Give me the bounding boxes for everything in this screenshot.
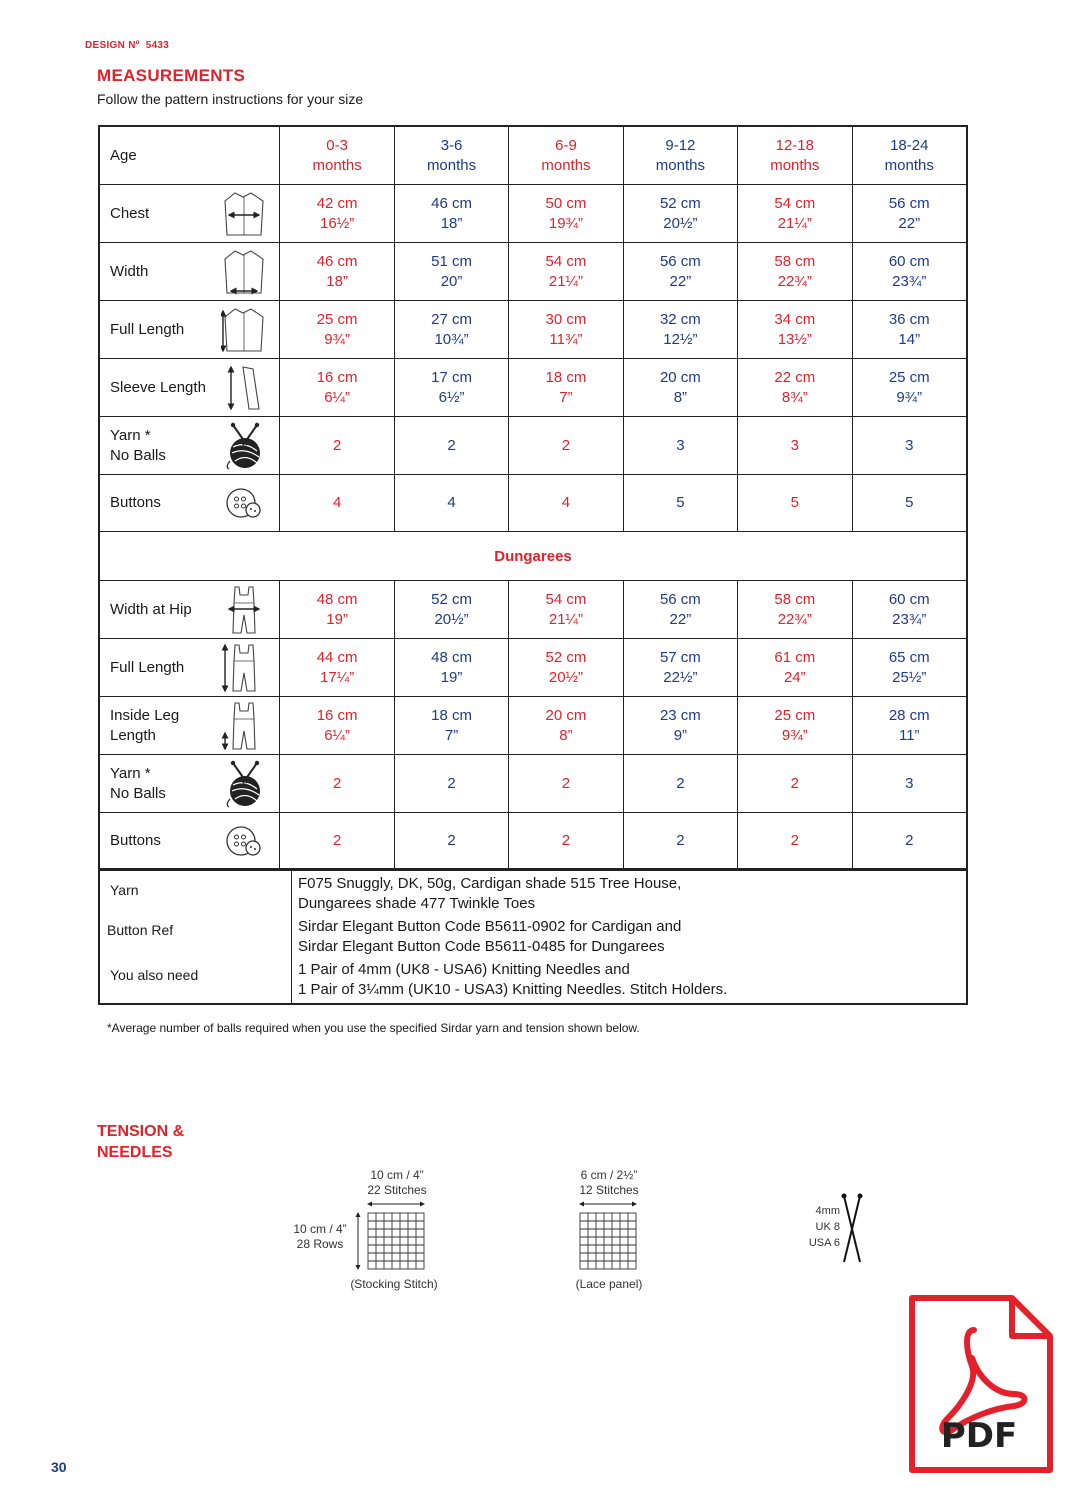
value-cell: 46 cm 18” xyxy=(280,243,394,301)
full-length-row xyxy=(99,301,967,359)
value-cell: 48 cm 19” xyxy=(394,639,508,697)
value-cell: 18 cm 7” xyxy=(509,359,623,417)
value-cell: 3 xyxy=(852,417,967,475)
value-cell: 2 xyxy=(509,813,623,871)
value-cell: 52 cm 20½” xyxy=(394,581,508,639)
button-info-value: Sirdar Elegant Button Code B5611-0902 for Cardigan and Sirdar Elegant Button Code B5611-0485 for Dungarees xyxy=(298,918,682,955)
dungarees-hip-icon xyxy=(221,585,267,635)
value-cell: 32 cm 12½” xyxy=(623,301,737,359)
dungarees-length-icon xyxy=(221,643,267,693)
value-cell: 2 xyxy=(394,755,508,813)
row-label: Buttons xyxy=(99,475,280,532)
size-header: 6-9 months xyxy=(509,126,623,185)
value-cell: 42 cm 16½” xyxy=(280,185,394,243)
chest-row xyxy=(99,185,967,243)
row-label: Chest xyxy=(99,185,280,243)
value-cell: 2 xyxy=(623,755,737,813)
value-cell: 2 xyxy=(280,417,394,475)
value-cell: 16 cm 6¼” xyxy=(280,697,394,755)
row-label: Yarn * No Balls xyxy=(99,755,280,813)
value-cell: 5 xyxy=(623,475,737,532)
value-cell: 54 cm 21¼” xyxy=(509,581,623,639)
size-header: 0-3 months xyxy=(280,126,394,185)
value-cell: 25 cm 9¾” xyxy=(738,697,852,755)
value-cell: 51 cm 20” xyxy=(394,243,508,301)
value-cell: 4 xyxy=(394,475,508,532)
row-label: Age xyxy=(99,126,280,185)
row-label: Full Length xyxy=(99,639,280,697)
value-cell: 2 xyxy=(623,813,737,871)
lace-caption: (Lace panel) xyxy=(575,1277,643,1291)
dungarees-heading: Dungarees xyxy=(99,532,967,581)
value-cell: 3 xyxy=(623,417,737,475)
value-cell: 56 cm 22” xyxy=(623,243,737,301)
row-label: Width xyxy=(99,243,280,301)
value-cell: 52 cm 20½” xyxy=(509,639,623,697)
yarn-info-label: Yarn xyxy=(99,869,292,914)
design-label: DESIGN Nº xyxy=(85,40,140,51)
value-cell: 58 cm 22¾” xyxy=(738,581,852,639)
width-row xyxy=(99,243,967,301)
value-cell: 2 xyxy=(738,813,852,871)
width-at-hip-row xyxy=(99,581,967,639)
yarn-info-value: F075 Snuggly, DK, 50g, Cardigan shade 515 Tree House, Dungarees shade 477 Twinkle Toes xyxy=(298,875,682,912)
value-cell: 5 xyxy=(738,475,852,532)
pdf-label: PDF xyxy=(940,1416,1018,1456)
value-cell: 2 xyxy=(509,755,623,813)
value-cell: 3 xyxy=(738,417,852,475)
size-header: 3-6 months xyxy=(394,126,508,185)
cardigan-yarn-row xyxy=(99,417,967,475)
measurements-table xyxy=(98,125,968,871)
row-label: Sleeve Length xyxy=(99,359,280,417)
value-cell: 2 xyxy=(394,813,508,871)
value-cell: 54 cm 21¼” xyxy=(509,243,623,301)
value-cell: 2 xyxy=(852,813,967,871)
value-cell: 20 cm 8” xyxy=(509,697,623,755)
age-row xyxy=(99,126,967,185)
value-cell: 34 cm 13½” xyxy=(738,301,852,359)
row-label: Yarn * No Balls xyxy=(99,417,280,475)
value-cell: 52 cm 20½” xyxy=(623,185,737,243)
knitting-needles-icon xyxy=(840,1192,864,1266)
value-cell: 48 cm 19” xyxy=(280,581,394,639)
yarn-ball-icon xyxy=(221,759,267,809)
inside-leg-row xyxy=(99,697,967,755)
value-cell: 25 cm 9¾” xyxy=(280,301,394,359)
dungarees-heading-row xyxy=(99,532,967,581)
value-cell: 46 cm 18” xyxy=(394,185,508,243)
cardigan-length-icon xyxy=(221,305,267,355)
stocking-width-label: 10 cm / 4” 22 Stitches xyxy=(367,1168,427,1197)
value-cell: 56 cm 22” xyxy=(623,581,737,639)
stocking-caption: (Stocking Stitch) xyxy=(350,1277,438,1291)
tension-title: TENSION & NEEDLES xyxy=(97,1123,185,1161)
stocking-swatch-grid xyxy=(352,1197,432,1273)
yarn-info-row xyxy=(99,869,967,914)
pdf-badge[interactable] xyxy=(902,1290,1056,1480)
inside-leg-icon xyxy=(221,701,267,751)
cardigan-width-icon xyxy=(221,247,267,297)
value-cell: 20 cm 8” xyxy=(623,359,737,417)
buttons-icon xyxy=(221,478,267,528)
button-info-label: Button Ref xyxy=(99,914,292,957)
value-cell: 30 cm 11¾” xyxy=(509,301,623,359)
value-cell: 16 cm 6¼” xyxy=(280,359,394,417)
dungarees-buttons-row xyxy=(99,813,967,871)
value-cell: 5 xyxy=(852,475,967,532)
size-header: 9-12 months xyxy=(623,126,737,185)
value-cell: 50 cm 19¾” xyxy=(509,185,623,243)
value-cell: 61 cm 24” xyxy=(738,639,852,697)
also-need-row xyxy=(99,957,967,1004)
also-need-label: You also need xyxy=(99,957,292,1004)
value-cell: 2 xyxy=(280,755,394,813)
dungarees-yarn-row xyxy=(99,755,967,813)
cardigan-chest-icon xyxy=(221,189,267,239)
value-cell: 3 xyxy=(852,755,967,813)
value-cell: 28 cm 11” xyxy=(852,697,967,755)
value-cell: 36 cm 14” xyxy=(852,301,967,359)
also-need-value: 1 Pair of 4mm (UK8 - USA6) Knitting Needles and 1 Pair of 3¼mm (UK10 - USA3) Knitting Needles. Stitch Holders. xyxy=(298,961,728,998)
value-cell: 58 cm 22¾” xyxy=(738,243,852,301)
sleeve-length-icon xyxy=(221,363,267,413)
value-cell: 2 xyxy=(394,417,508,475)
value-cell: 2 xyxy=(280,813,394,871)
value-cell: 2 xyxy=(509,417,623,475)
page-subtitle: Follow the pattern instructions for your size xyxy=(97,91,364,107)
value-cell: 57 cm 22½” xyxy=(623,639,737,697)
value-cell: 25 cm 9¾” xyxy=(852,359,967,417)
lace-width-label: 6 cm / 2½” 12 Stitches xyxy=(579,1168,639,1197)
dungarees-full-length-row xyxy=(99,639,967,697)
design-number xyxy=(85,40,169,51)
value-cell: 56 cm 22” xyxy=(852,185,967,243)
lace-swatch-grid xyxy=(564,1197,644,1273)
value-cell: 65 cm 25½” xyxy=(852,639,967,697)
yarn-ball-icon xyxy=(221,421,267,471)
row-label: Width at Hip xyxy=(99,581,280,639)
stocking-height-label: 10 cm / 4” 28 Rows xyxy=(293,1222,347,1251)
button-info-row xyxy=(99,914,967,957)
value-cell: 54 cm 21¼” xyxy=(738,185,852,243)
value-cell: 18 cm 7” xyxy=(394,697,508,755)
value-cell: 23 cm 9” xyxy=(623,697,737,755)
buttons-icon xyxy=(221,816,267,866)
page-number: 30 xyxy=(51,1459,67,1475)
value-cell: 22 cm 8¾” xyxy=(738,359,852,417)
size-header: 18-24 months xyxy=(852,126,967,185)
value-cell: 17 cm 6½” xyxy=(394,359,508,417)
value-cell: 2 xyxy=(738,755,852,813)
value-cell: 4 xyxy=(280,475,394,532)
materials-table xyxy=(98,868,968,1005)
page-title: MEASUREMENTS xyxy=(97,66,246,85)
size-header: 12-18 months xyxy=(738,126,852,185)
row-label: Inside Leg Length xyxy=(99,697,280,755)
sleeve-length-row xyxy=(99,359,967,417)
needle-size-label: 4mm UK 8 USA 6 xyxy=(808,1205,840,1249)
value-cell: 44 cm 17¼” xyxy=(280,639,394,697)
cardigan-buttons-row xyxy=(99,475,967,532)
value-cell: 60 cm 23¾” xyxy=(852,581,967,639)
value-cell: 60 cm 23¾” xyxy=(852,243,967,301)
footnote: *Average number of balls required when you use the specified Sirdar yarn and tension shown below. xyxy=(107,1021,640,1035)
row-label: Buttons xyxy=(99,813,280,871)
design-number-value: 5433 xyxy=(145,40,170,51)
value-cell: 27 cm 10¾” xyxy=(394,301,508,359)
value-cell: 4 xyxy=(509,475,623,532)
row-label: Full Length xyxy=(99,301,280,359)
